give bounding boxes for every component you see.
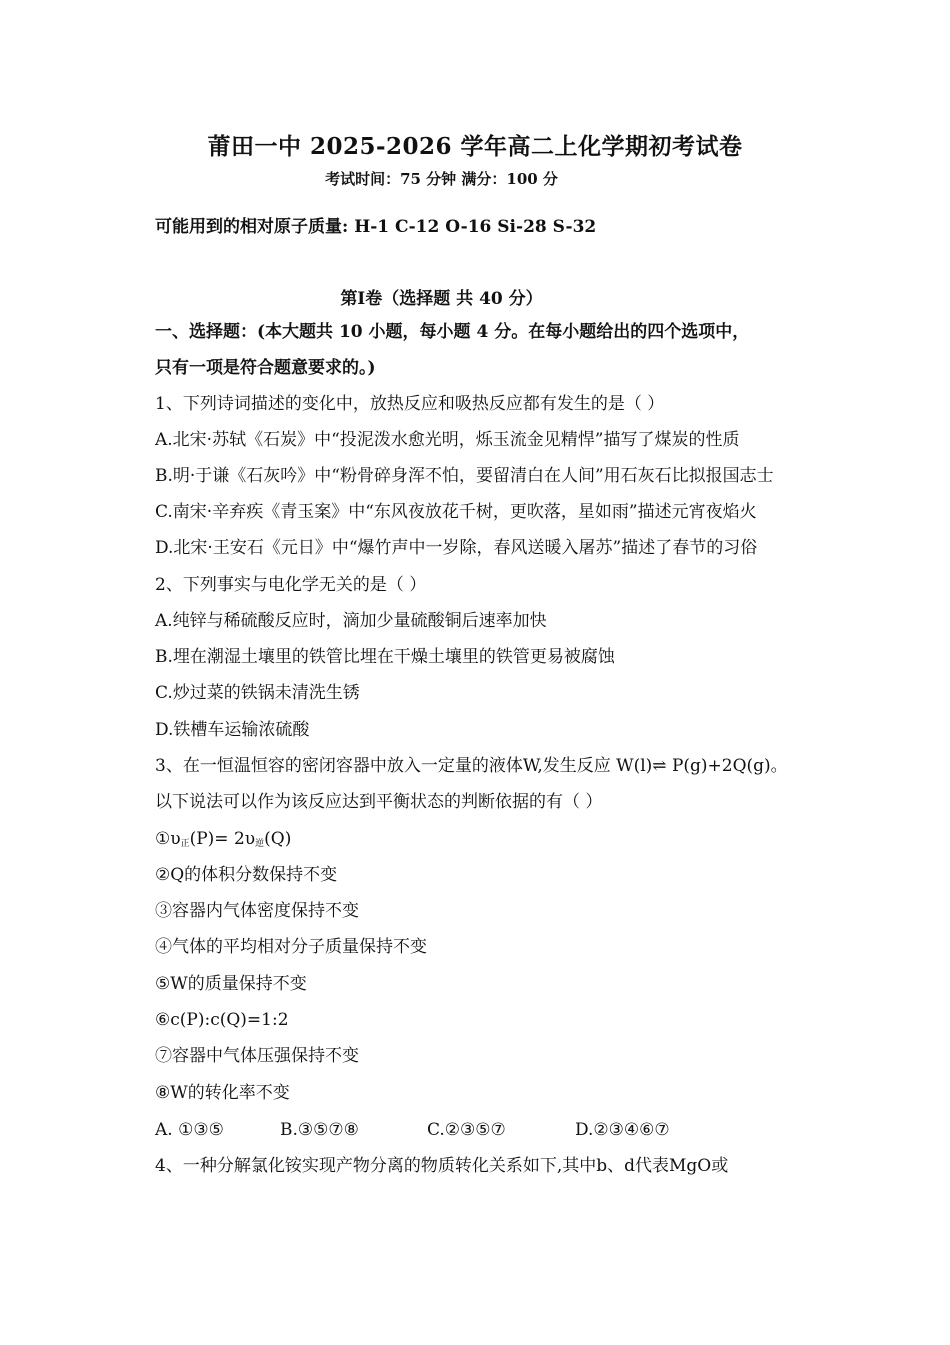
q2-option-d: D.铁槽车运输浓硫酸	[155, 720, 310, 740]
atomic-masses: 可能用到的相对原子质量: H-1 C-12 O-16 Si-28 S-32	[155, 217, 597, 237]
section-instructions-line1: 一、选择题：(本大题共 10 小题，每小题 4 分。在每小题给出的四个选项中，	[155, 322, 750, 342]
q3-option-d: D.②③④⑥⑦	[575, 1120, 670, 1140]
q3-statement-1	[155, 827, 291, 856]
q3-stem-line2: 以下说法可以作为该反应达到平衡状态的判断依据的有（ ）	[155, 792, 603, 812]
q3-statement-6: ⑥c(P):c(Q)=1:2	[155, 1010, 289, 1030]
q3-option-b: B.③⑤⑦⑧	[280, 1120, 359, 1140]
q3-statement-8: ⑧W的转化率不变	[155, 1083, 290, 1103]
q2-option-b: B.埋在潮湿土壤里的铁管比埋在干燥土壤里的铁管更易被腐蚀	[155, 647, 615, 667]
section-title: 第I卷（选择题 共 40 分）	[340, 289, 543, 309]
q3-statement-3: ③容器内气体密度保持不变	[155, 901, 359, 921]
q4-stem: 4、一种分解氯化铵实现产物分离的物质转化关系如下,其中b、d代表MgO或	[155, 1156, 729, 1176]
q3-statement-4: ④气体的平均相对分子质量保持不变	[155, 937, 427, 957]
q1-stem: 1、下列诗词描述的变化中，放热反应和吸热反应都有发生的是（ ）	[155, 394, 665, 414]
q1-option-d: D.北宋·王安石《元日》中“爆竹声中一岁除，春风送暖入屠苏”描述了春节的习俗	[155, 538, 758, 558]
q3-statement-2: ②Q的体积分数保持不变	[155, 865, 338, 885]
q3-option-c: C.②③⑤⑦	[427, 1120, 506, 1140]
q3-statement-5: ⑤W的质量保持不变	[155, 974, 307, 994]
q3-s1-part-a: ①υ	[155, 829, 181, 849]
q3-option-a: A. ①③⑤	[155, 1120, 224, 1140]
exam-info: 考试时间：75 分钟 满分：100 分	[325, 170, 558, 188]
q3-stem-line1: 3、在一恒温恒容的密闭容器中放入一定量的液体W,发生反应 W(l)⇌ P(g)+2Q(g)。	[155, 756, 788, 776]
q2-stem: 2、下列事实与电化学无关的是（ ）	[155, 575, 427, 595]
q1-option-c: C.南宋·辛弃疾《青玉案》中“东风夜放花千树，更吹落，星如雨”描述元宵夜焰火	[155, 502, 757, 522]
q1-option-b: B.明·于谦《石灰吟》中“粉骨碎身浑不怕，要留清白在人间”用石灰石比拟报国志士	[155, 466, 774, 486]
q3-s1-part-b: (P)= 2υ	[189, 829, 256, 849]
q3-options	[155, 1118, 670, 1142]
q3-s1-part-c: (Q)	[264, 829, 292, 849]
q3-statement-7: ⑦容器中气体压强保持不变	[155, 1046, 359, 1066]
q2-option-a: A.纯锌与稀硫酸反应时，滴加少量硫酸铜后速率加快	[155, 611, 547, 631]
section-instructions-line2: 只有一项是符合题意要求的。)	[155, 358, 376, 378]
q3-s1-sub-forward: 正	[180, 839, 190, 849]
page-title: 莆田一中 2025-2026 学年高二上化学期初考试卷	[207, 133, 743, 160]
q3-s1-sub-reverse: 逆	[255, 839, 265, 849]
q1-option-a: A.北宋·苏轼《石炭》中“投泥泼水愈光明，烁玉流金见精悍”描写了煤炭的性质	[155, 430, 740, 450]
q2-option-c: C.炒过菜的铁锅未清洗生锈	[155, 683, 360, 703]
